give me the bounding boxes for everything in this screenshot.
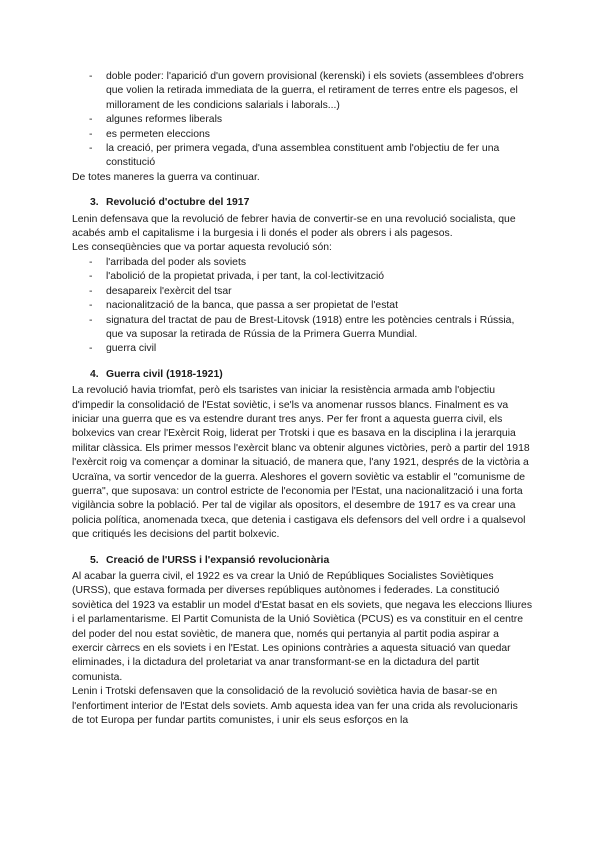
intro-list (72, 70, 532, 171)
list-item (72, 270, 532, 284)
section-title: Revolució d'octubre del 1917 (106, 197, 250, 209)
list-item-text: guerra civil (106, 343, 157, 355)
list-item-text: signatura del tractat de pau de Brest-Litovsk (1918) entre les potències centrals i Rússia, que va suposar la retirada de Rússia de la Primera Guerra Mundial. (106, 314, 515, 340)
section-3-list-intro: Les conseqüències que va portar aquesta revolució són: (72, 242, 332, 254)
list-item-text: desapareix l'exèrcit del tsar (106, 285, 232, 297)
section-5-heading (72, 554, 532, 568)
dash-bullet: - (89, 128, 93, 140)
document-body (72, 70, 532, 728)
list-item-text: l'arribada del poder als soviets (106, 256, 247, 268)
section-5-paragraph-1: Al acabar la guerra civil, el 1922 es va crear la Unió de Repúbliques Socialistes Soviètiques (URSS), que estava formada per diverses repúbliques autònomes i federades. La constitució soviètica del 1923 va establir un model d'Estat basat en els soviets, que negava les eleccions lliures i el parlamentarisme. El Partit Comunista de la Unió Soviètica (PCUS) es va constituir en el centre del poder del nou estat soviètic, de manera que, només qui pertanyia al partit podia aspirar a exercir càrrecs en els soviets i en l'Estat. Les opinions contràries a aquesta situació van quedar eliminades, i la dictadura del proletariat va anar transformant-se en la dictadura del partit comunista. (72, 571, 533, 683)
dash-bullet: - (89, 343, 93, 355)
section-3-list (72, 256, 532, 357)
dash-bullet: - (89, 71, 93, 82)
intro-closing: De totes maneres la guerra va continuar. (72, 171, 260, 183)
section-title: Creació de l'URSS i l'expansió revolucionària (106, 554, 330, 566)
dash-bullet: - (89, 143, 93, 155)
list-item (72, 285, 532, 299)
list-item (72, 113, 532, 127)
section-number: 5. (90, 554, 99, 566)
dash-bullet: - (89, 271, 93, 283)
list-item (72, 128, 532, 142)
list-item-text: es permeten eleccions (106, 128, 210, 140)
list-item-text: algunes reformes liberals (106, 114, 223, 126)
list-item (72, 342, 532, 356)
list-item-text: nacionalització de la banca, que passa a ser propietat de l'estat (106, 300, 398, 312)
section-title: Guerra civil (1918-1921) (106, 368, 223, 380)
dash-bullet: - (89, 300, 93, 312)
list-item (72, 142, 532, 171)
section-number: 3. (90, 197, 99, 209)
section-4-paragraph: La revolució havia triomfat, però els tsaristes van iniciar la resistència armada amb l'objectiu d'impedir la consolidació de l'Estat soviètic, i se'ls va anomenar russos blancs. Finalment es va iniciar una guerra que es va estendre durant tres anys. Per fer front a aquesta guerra civil, els bolxevics van crear l'Exèrcit Roig, liderat per Trotski i que es basava en la disciplina i la jerarquia militar clàssica. Els primer messos l'exèrcit blanc va obtenir algunes victòries, però a partir del 1918 l'exèrcit roig va començar a dominar la situació, de manera que, l'any 1921, després de la victòria a Ucraïna, va sortir vencedor de la guerra. Aleshores el govern soviètic va establir el "comunisme de guerra", que suposava: un control estricte de l'economia per l'Estat, una nacionalització i una forta vigilància sobre la població. Per tal de vigilar als opositors, el desembre de 1917 es va crear una policia política, anomenada txeca, que detenia i castigava els defensors del vell ordre i a qualsevol que critiqués les decisions del partit bolxevic. (72, 385, 530, 541)
dash-bullet: - (89, 256, 93, 268)
dash-bullet: - (89, 114, 93, 126)
dash-bullet: - (89, 285, 93, 297)
list-item (72, 256, 532, 270)
list-item (72, 299, 532, 313)
dash-bullet: - (89, 314, 93, 326)
section-3-heading (72, 196, 532, 210)
list-item-text: l'abolició de la propietat privada, i per tant, la col·lectivització (106, 271, 385, 283)
list-item-text: la creació, per primera vegada, d'una assemblea constituent amb l'objectiu de fer una constitució (106, 143, 500, 169)
list-item-text: doble poder: l'aparició d'un govern provisional (kerenski) i els soviets (assemblees d'obrers que volien la retirada immediata de la guerra, el retirament de terres entre els pagesos, el millorament de les condicions salarials i laborals...) (106, 71, 524, 111)
section-4-heading (72, 368, 532, 382)
list-item (72, 70, 532, 113)
list-item (72, 314, 532, 343)
section-number: 4. (90, 368, 99, 380)
section-3-paragraph: Lenin defensava que la revolució de febrer havia de convertir-se en una revolució socialista, que acabés amb el capitalisme i la burgesia i li donés el poder als obrers i als pagesos. (72, 213, 516, 240)
section-5-paragraph-2: Lenin i Trotski defensaven que la consolidació de la revolució soviètica havia de basar-se en l'enfortiment interior de l'Estat dels soviets. Amb aquesta idea van fer una crida als revolucionaris de tot Europa per fundar partits comunistes, i unir els seus esforços en la (72, 686, 518, 727)
